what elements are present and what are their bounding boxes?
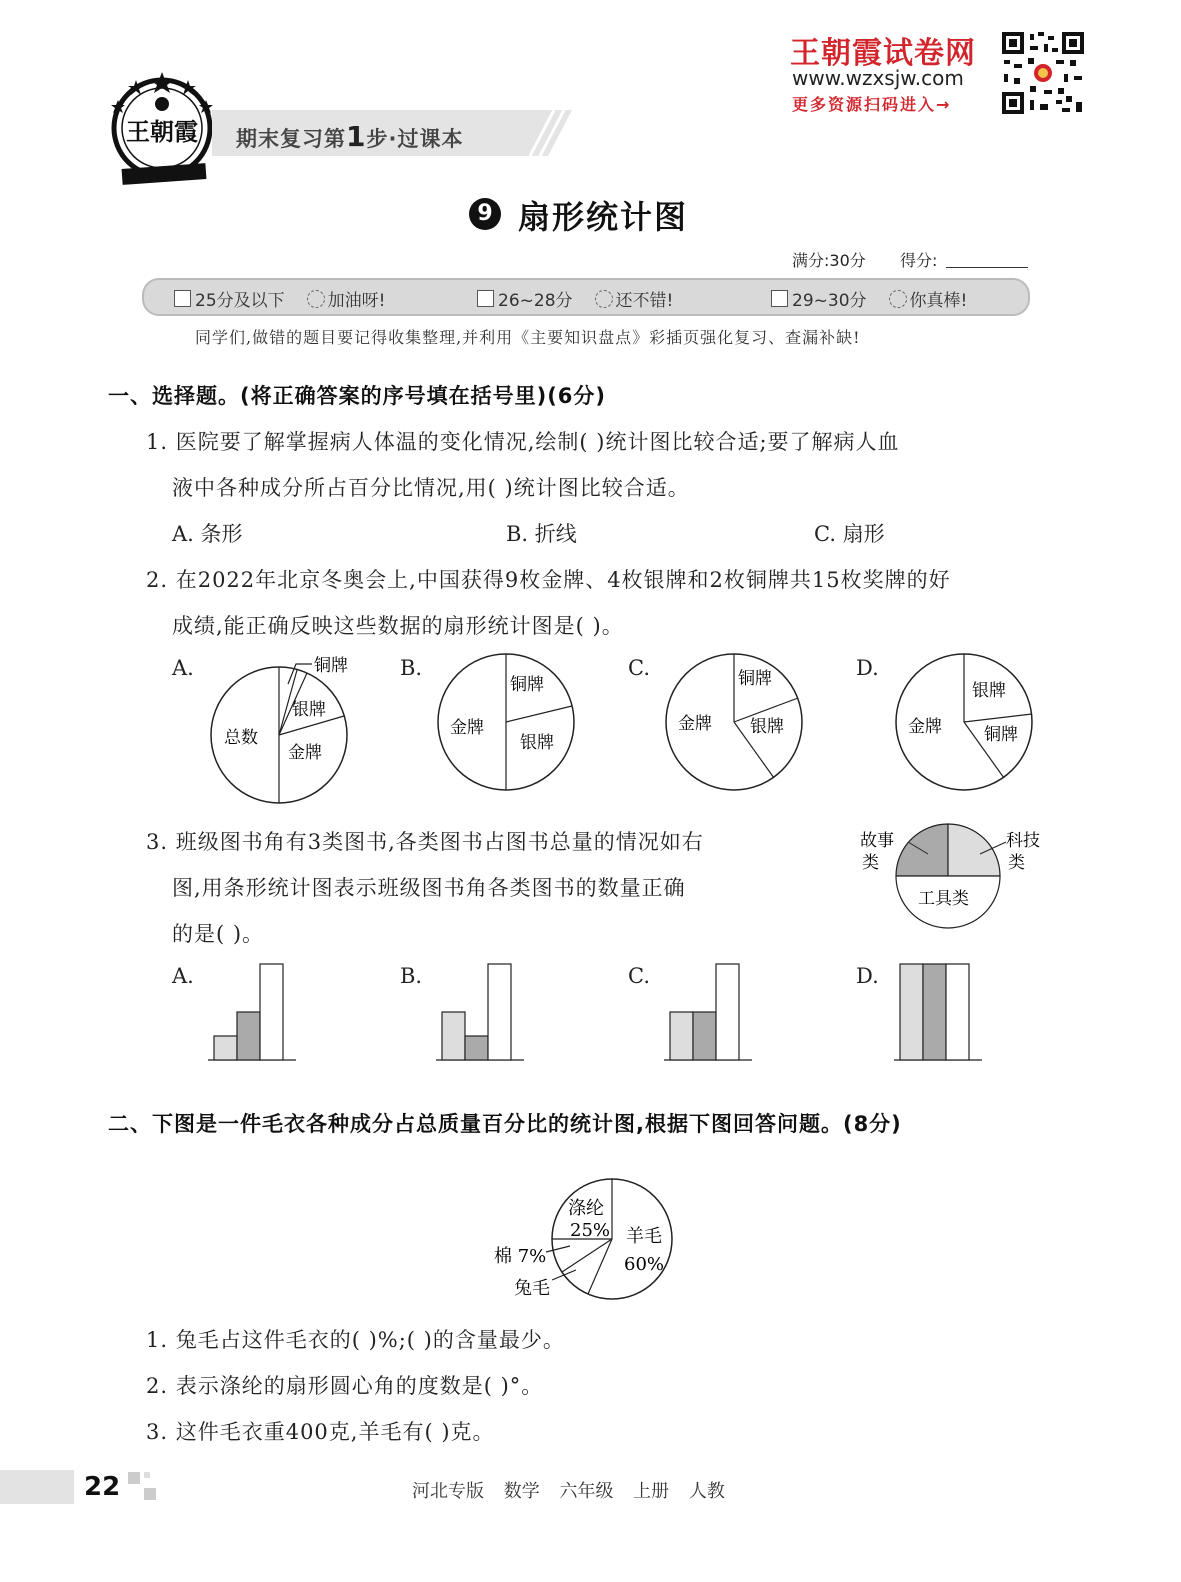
pie-label-silver: 银牌 bbox=[292, 700, 326, 720]
q1-line2: 液中各种成分所占百分比情况,用( )统计图比较合适。 bbox=[172, 476, 690, 500]
pie-label-bronze: 铜牌 bbox=[984, 725, 1018, 745]
footer-decoration-icon bbox=[128, 1472, 158, 1502]
pie-label-polyester-pct: 25% bbox=[570, 1220, 611, 1241]
q2-pie-c bbox=[658, 648, 818, 812]
q3-option-a[interactable]: A. bbox=[172, 964, 194, 988]
q3-line1: 3. 班级图书角有3类图书,各类图书占图书总量的情况如右 bbox=[146, 830, 704, 854]
s2-q3: 3. 这件毛衣重400克,羊毛有( )克。 bbox=[146, 1420, 495, 1444]
bar bbox=[214, 1036, 237, 1060]
q3-bar-chart-d bbox=[894, 958, 984, 1064]
smiley-icon bbox=[889, 290, 907, 308]
pie-label-bronze: 铜牌 bbox=[738, 669, 772, 689]
pie-label-tech: 科技 bbox=[1006, 831, 1040, 851]
checkbox-icon[interactable] bbox=[174, 290, 191, 307]
bar bbox=[693, 1012, 716, 1060]
bar bbox=[237, 1012, 260, 1060]
score-blank[interactable] bbox=[946, 267, 1028, 268]
pie-label-gold: 金牌 bbox=[908, 717, 942, 737]
checkbox-icon[interactable] bbox=[771, 290, 788, 307]
section2-heading: 二、下图是一件毛衣各种成分占总质量百分比的统计图,根据下图回答问题。(8分) bbox=[108, 1112, 902, 1136]
pie-label-silver: 银牌 bbox=[972, 681, 1006, 701]
pie-label-bronze: 铜牌 bbox=[510, 675, 544, 695]
pie-label-story-2: 类 bbox=[862, 853, 879, 873]
footer-text: 河北专版 数学 六年级 上册 人教 bbox=[412, 1481, 725, 1502]
q2-line1: 2. 在2022年北京冬奥会上,中国获得9枚金牌、4枚银牌和2枚铜牌共15枚奖牌的好 bbox=[146, 568, 951, 592]
reminder-text: 同学们,做错的题目要记得收集整理,并利用《主要知识盘点》彩插页强化复习、查漏补缺! bbox=[195, 328, 861, 347]
q3-option-b[interactable]: B. bbox=[400, 964, 423, 988]
q2-option-c[interactable]: C. bbox=[628, 656, 650, 680]
pie-label-tech-2: 类 bbox=[1008, 853, 1025, 873]
pie-label-rabbit: 兔毛 bbox=[514, 1278, 550, 1299]
grade-option-2[interactable]: 26~28分 还不错! bbox=[477, 286, 673, 311]
page-title: 扇形统计图 bbox=[518, 198, 689, 236]
pie-label-cotton: 棉 7% bbox=[494, 1246, 547, 1267]
page-number: 22 bbox=[84, 1472, 121, 1502]
pie-label-polyester: 涤纶 bbox=[568, 1198, 604, 1219]
q3-option-d[interactable]: D. bbox=[856, 964, 879, 988]
smiley-icon bbox=[595, 290, 613, 308]
footer-bar bbox=[0, 1470, 74, 1504]
q2-pie-d bbox=[888, 648, 1048, 812]
q2-pie-b bbox=[430, 648, 590, 812]
bar bbox=[670, 1012, 693, 1060]
grade-option-1[interactable]: 25分及以下 加油呀! bbox=[174, 286, 385, 311]
pie-label-tool: 工具类 bbox=[918, 889, 969, 909]
score-label: 得分: bbox=[900, 251, 938, 270]
q2-pie-a bbox=[200, 648, 380, 812]
q3-line2: 图,用条形统计图表示班级图书角各类图书的数量正确 bbox=[172, 876, 686, 900]
q3-bar-chart-c bbox=[664, 958, 754, 1064]
pie-label-bronze: 铜牌 bbox=[314, 656, 348, 676]
q2-option-d[interactable]: D. bbox=[856, 656, 879, 680]
bar bbox=[465, 1036, 488, 1060]
sweater-pie-chart bbox=[490, 1176, 690, 1306]
checkbox-icon[interactable] bbox=[477, 290, 494, 307]
q2-option-a[interactable]: A. bbox=[172, 656, 194, 680]
brand-title: 王朝霞试卷网 bbox=[790, 36, 976, 71]
logo-icon bbox=[108, 70, 220, 192]
s2-q2: 2. 表示涤纶的扇形圆心角的度数是( )°。 bbox=[146, 1374, 544, 1398]
q3-bar-chart-a bbox=[208, 958, 298, 1064]
qr-code-icon[interactable] bbox=[1000, 30, 1086, 116]
bar bbox=[923, 964, 946, 1060]
bar bbox=[946, 964, 969, 1060]
bar bbox=[900, 964, 923, 1060]
q3-option-c[interactable]: C. bbox=[628, 964, 650, 988]
q3-bar-chart-b bbox=[436, 958, 526, 1064]
banner-text: 期末复习第1步·过课本 bbox=[236, 120, 464, 153]
brand-scan-text: 更多资源扫码进入→ bbox=[792, 95, 952, 114]
q3-pie-books bbox=[850, 820, 1060, 936]
bar bbox=[260, 964, 283, 1060]
q2-option-b[interactable]: B. bbox=[400, 656, 423, 680]
brand-url[interactable]: www.wzxsjw.com bbox=[792, 66, 964, 90]
pie-label-story: 故事 bbox=[860, 831, 894, 851]
grade-option-3[interactable]: 29~30分 你真棒! bbox=[771, 286, 967, 311]
pie-label-gold: 金牌 bbox=[678, 714, 712, 734]
q1-option-c[interactable]: C. 扇形 bbox=[814, 522, 885, 546]
q2-line2: 成绩,能正确反映这些数据的扇形统计图是( )。 bbox=[172, 614, 624, 638]
q1-line1: 1. 医院要了解掌握病人体温的变化情况,绘制( )统计图比较合适;要了解病人血 bbox=[146, 430, 900, 454]
q1-option-b[interactable]: B. 折线 bbox=[506, 522, 577, 546]
pie-label-silver: 银牌 bbox=[520, 733, 554, 753]
logo-text: 王朝霞 bbox=[126, 117, 198, 146]
pie-label-silver: 银牌 bbox=[750, 717, 784, 737]
pie-label-gold: 金牌 bbox=[450, 718, 484, 738]
pie-label-total: 总数 bbox=[224, 728, 258, 748]
q1-option-a[interactable]: A. 条形 bbox=[172, 522, 243, 546]
full-score: 满分:30分 bbox=[792, 251, 866, 270]
pie-label-gold: 金牌 bbox=[288, 743, 322, 763]
pie-label-wool: 羊毛 bbox=[626, 1226, 662, 1247]
pie-sector-tech bbox=[948, 824, 1000, 876]
bar bbox=[716, 964, 739, 1060]
q3-line3: 的是( )。 bbox=[172, 922, 265, 946]
pie-label-wool-pct: 60% bbox=[624, 1254, 665, 1275]
section1-heading: 一、选择题。(将正确答案的序号填在括号里)(6分) bbox=[108, 384, 607, 408]
bar bbox=[488, 964, 511, 1060]
s2-q1: 1. 兔毛占这件毛衣的( )%;( )的含量最少。 bbox=[146, 1328, 565, 1352]
smiley-icon bbox=[307, 290, 325, 308]
title-number: 9 bbox=[469, 198, 501, 230]
bar bbox=[442, 1012, 465, 1060]
